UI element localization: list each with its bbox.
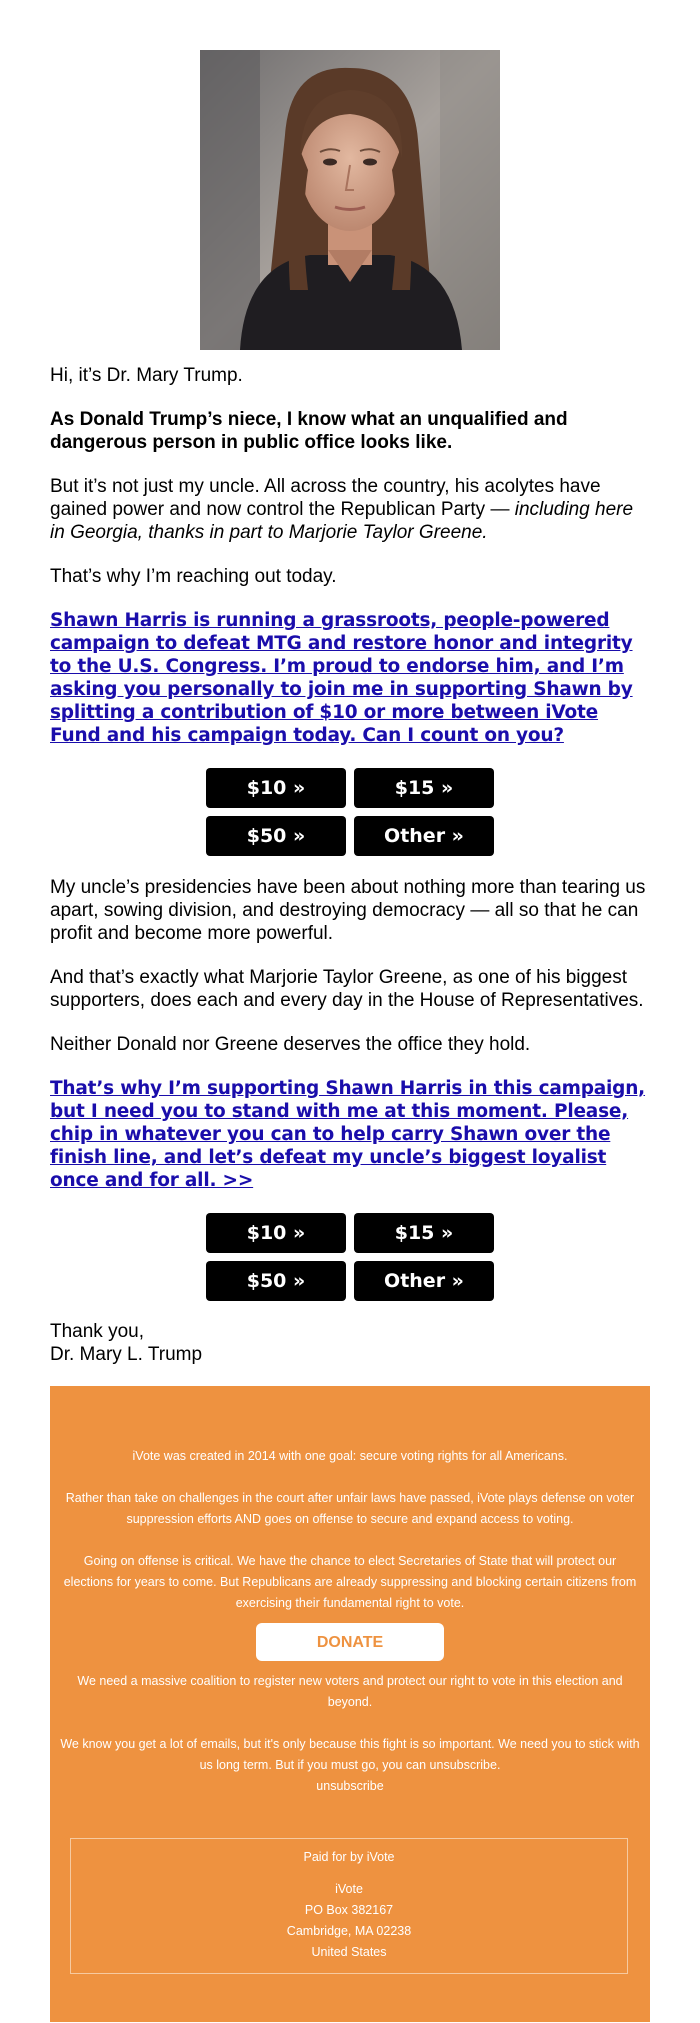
footer-offense: Going on offense is critical. We have the chance to elect Secretaries of State that will protect our elections for years to come. But Republicans are already suppressing and blocking certain citizens from exercising their fundamental right to vote. [63,1554,637,1610]
signature-block [50,1320,650,1366]
paragraph-acolytes-italic: including here in Georgia, thanks in part to Marjorie Taylor Greene. [50,499,634,543]
footer-content [58,1446,642,1797]
donation-button-grid [206,768,494,856]
closing: Thank you, [50,1321,144,1342]
signature: Dr. Mary L. Trump [50,1344,203,1365]
footer-mission: iVote was created in 2014 with one goal: secure voting rights for all Americans. [132,1449,568,1463]
unsubscribe-link[interactable]: unsubscribe [316,1779,384,1793]
footer-donate-button[interactable]: DONATE [256,1623,444,1661]
paragraph-greene: And that’s exactly what Marjorie Taylor Greene, as one of his biggest supporters, does each and every day in the House of Representatives. [50,967,644,1011]
donation-button-grid-2 [206,1213,494,1301]
footer-coalition: We need a massive coalition to register new voters and protect our right to vote in this election and beyond. [77,1674,623,1709]
donate-50-button[interactable]: $50 » [206,816,346,856]
paragraph-reaching-out: That’s why I’m reaching out today. [50,566,337,587]
cta-link-support[interactable]: That’s why I’m supporting Shawn Harris in this campaign, but I need you to stand with me at this moment. Please, chip in whatever you can to help carry Shawn over the finish line, and let’s defeat my uncle’s biggest loyalist once and for all. >> [50,1078,646,1191]
paragraph-presidencies: My uncle’s presidencies have been about nothing more than tearing us apart, sowing division, and destroying democracy — all so that he can profit and become more powerful. [50,877,646,944]
org-name: iVote [335,1882,363,1896]
country: United States [311,1945,387,1959]
donate-15-button[interactable]: $15 » [354,768,494,808]
address-box [70,1838,628,1974]
donate-other-button[interactable]: Other » [354,1261,494,1301]
paragraph-acolytes-text: But it’s not just my uncle. All across the country, his acolytes have gained power and now control the Republican Party — [50,476,601,520]
footer-defense: Rather than take on challenges in the court after unfair laws have passed, iVote plays defense on voter suppression efforts AND goes on offense to secure and expand access to voting. [65,1491,635,1526]
donate-other-button[interactable]: Other » [354,816,494,856]
greeting: Hi, it’s Dr. Mary Trump. [50,365,243,386]
po-box: PO Box 382167 [304,1903,394,1917]
cta-link-endorse[interactable]: Shawn Harris is running a grassroots, people-powered campaign to defeat MTG and restore honor and integrity to the U.S. Congress. I’m proud to endorse him, and I’m asking you personally to join me in supporting Shawn by splitting a contribution of $10 or more between iVote Fund and his campaign today. Can I count on you? [50,610,633,746]
donate-50-button[interactable]: $50 » [206,1261,346,1301]
donate-10-button[interactable]: $10 » [206,1213,346,1253]
paid-for: Paid for by iVote [303,1850,395,1864]
city: Cambridge, MA 02238 [286,1924,412,1938]
footer-emails: We know you get a lot of emails, but it's only because this fight is so important. We need you to stick with us long term. But if you must go, you can unsubscribe. [60,1737,640,1772]
letter-body [50,364,650,1366]
donate-15-button[interactable]: $15 » [354,1213,494,1253]
paragraph-acolytes [50,475,650,544]
donate-10-button[interactable]: $10 » [206,768,346,808]
footer [50,1386,650,2022]
portrait-photo [200,50,500,350]
paragraph-neither: Neither Donald nor Greene deserves the office they hold. [50,1034,531,1055]
portrait-icon [200,50,500,350]
bold-intro: As Donald Trump’s niece, I know what an unqualified and dangerous person in public office looks like. [50,409,568,453]
